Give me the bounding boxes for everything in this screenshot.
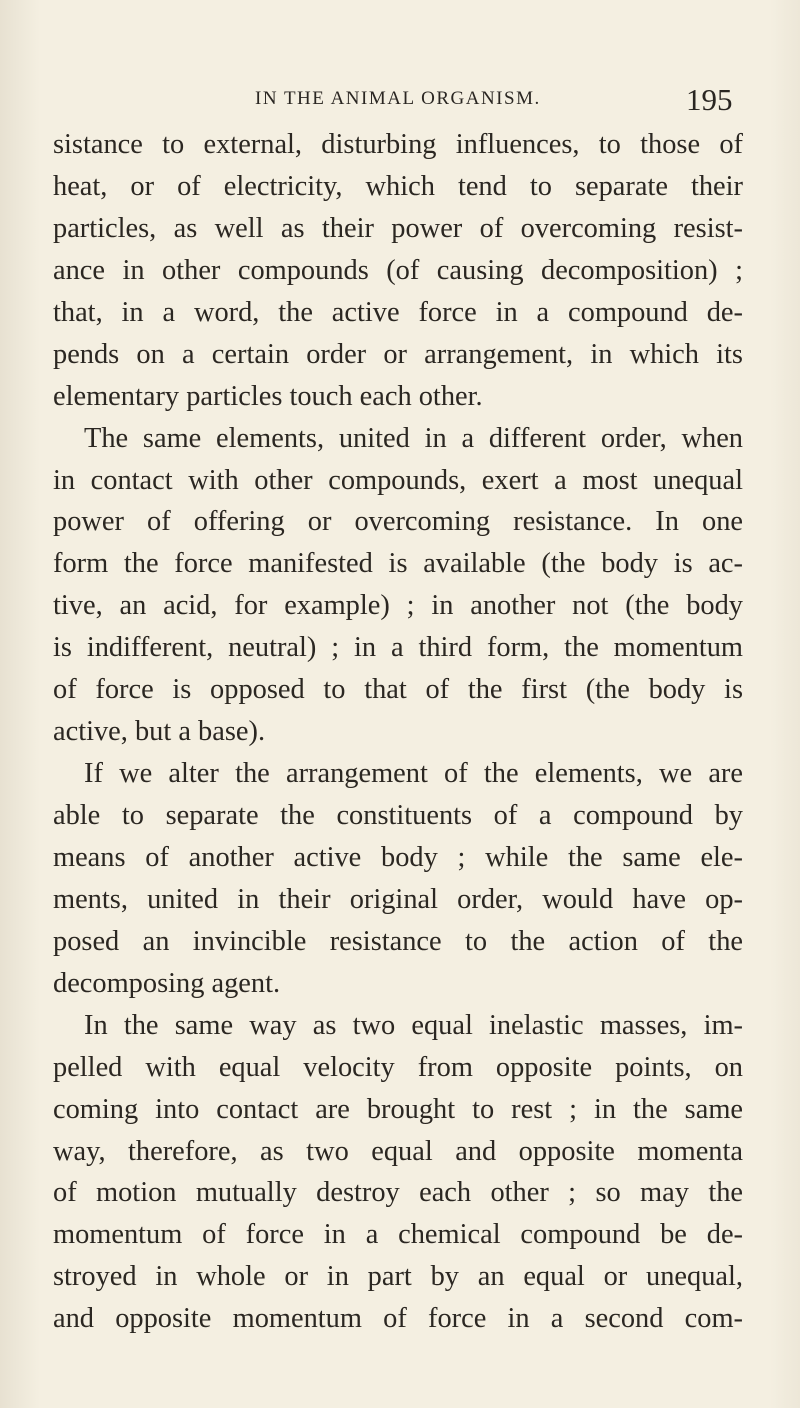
text-line: able to separate the constituents of a compound by	[53, 800, 743, 831]
text-line: ance in other compounds (of causing decomposition) ;	[53, 254, 743, 286]
text-line: particles, as well as their power of overcoming resist-	[53, 212, 743, 244]
text-line: way, therefore, as two equal and opposite momenta	[53, 1135, 743, 1167]
text-line: elementary particles touch each other.	[53, 380, 483, 412]
text-line: and opposite momentum of force in a second com-	[53, 1303, 743, 1335]
text-line: coming into contact are brought to rest ; in the same	[53, 1093, 743, 1125]
paragraph-start-line: The same elements, united in a different order, when	[84, 422, 743, 454]
text-line: that, in a word, the active force in a compound de-	[53, 296, 743, 328]
text-line: power of offering or overcoming resistance. In one	[53, 506, 743, 538]
paragraph-start-line: If we alter the arrangement of the elements, we are	[84, 758, 743, 790]
text-line: posed an invincible resistance to the action of the	[53, 925, 743, 957]
body-text	[53, 124, 743, 1340]
text-line: of motion mutually destroy each other ; so may the	[53, 1177, 743, 1209]
text-line: form the force manifested is available (the body is ac-	[53, 548, 743, 580]
text-line: heat, or of electricity, which tend to separate their	[53, 170, 743, 202]
text-line: ments, united in their original order, would have op-	[53, 883, 743, 915]
text-line: pends on a certain order or arrangement, in which its	[53, 338, 743, 370]
text-line: decomposing agent.	[53, 967, 281, 999]
running-head	[0, 82, 800, 122]
text-line: active, but a base).	[53, 716, 266, 748]
text-line: tive, an acid, for example) ; in another not (the body	[53, 590, 743, 622]
text-line: pelled with equal velocity from opposite points, on	[53, 1051, 743, 1083]
running-title: IN THE ANIMAL ORGANISM.	[255, 88, 541, 109]
paragraph-start-line: In the same way as two equal inelastic masses, im-	[84, 1009, 743, 1041]
text-line: in contact with other compounds, exert a most unequal	[53, 464, 743, 496]
text-line: means of another active body ; while the same ele-	[53, 841, 743, 873]
page-number: 195	[686, 82, 733, 117]
text-line: of force is opposed to that of the first (the body is	[53, 674, 743, 706]
text-line: sistance to external, disturbing influences, to those of	[53, 129, 743, 160]
text-line: momentum of force in a chemical compound be de-	[53, 1219, 743, 1251]
text-line: stroyed in whole or in part by an equal or unequal,	[53, 1261, 743, 1293]
text-line: is indifferent, neutral) ; in a third form, the momentum	[53, 632, 743, 664]
